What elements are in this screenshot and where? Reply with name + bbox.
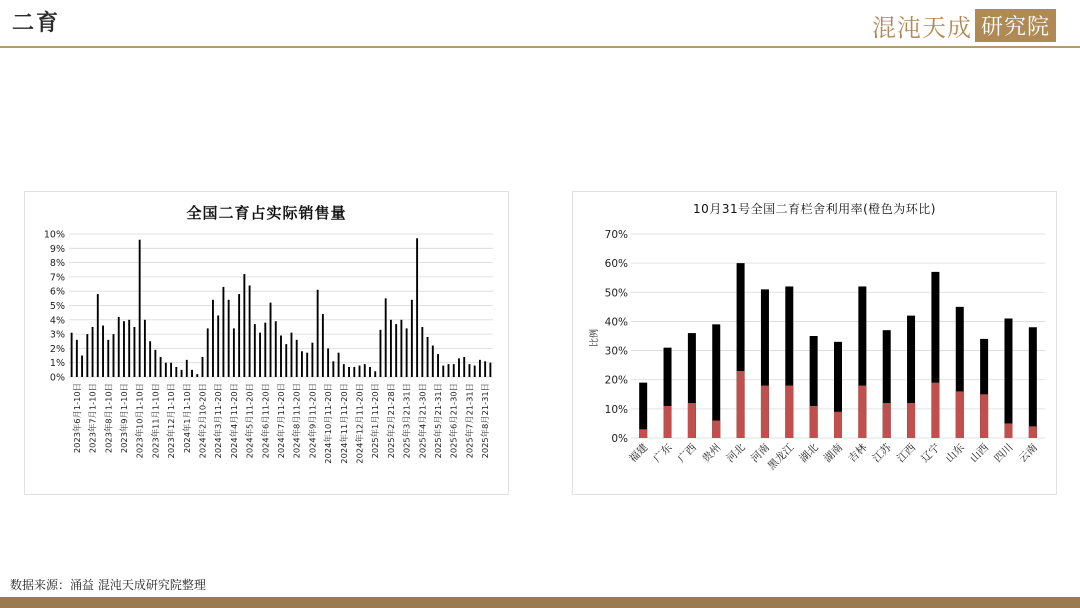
y-tick-label: 70% [604,229,628,241]
bar [364,364,366,377]
x-tick-label: 江苏 [870,441,894,465]
bar [102,326,104,377]
x-tick-label: 吉林 [846,441,870,465]
bar-mom-change [737,371,745,438]
x-tick-label: 云南 [1016,441,1040,465]
x-tick-label: 2025年5月21-31日 [433,383,444,459]
bar [160,357,162,377]
bar-mom-change [956,391,964,438]
bar [343,364,345,377]
y-tick-label: 9% [49,243,65,255]
pen-utilization-chart [573,192,1056,494]
bar [196,374,198,377]
bar [165,363,167,377]
x-tick-label: 2023年12月1-10日 [166,383,177,459]
x-tick-label: 2025年4月21-30日 [417,383,428,459]
bar [448,364,450,377]
bar-mom-change [712,421,720,438]
y-tick-label: 40% [604,316,628,329]
data-source-note: 数据来源：涌益 混沌天成研究院整理 [10,578,206,592]
bar [275,321,277,377]
bar [369,367,371,377]
y-tick-label: 0% [611,433,628,445]
bar [139,240,141,377]
bar [332,361,334,377]
bar [411,300,413,377]
x-tick-label: 2024年7月11-20日 [276,383,286,459]
bar [181,370,183,377]
bar-mom-change [931,383,939,438]
x-tick-label: 2023年9月1-10日 [118,383,129,454]
bar-mom-change [785,386,793,438]
y-tick-label: 10% [604,403,628,416]
bar [270,303,272,377]
y-tick-label: 5% [49,301,65,312]
bar [322,314,324,377]
bar-mom-change [639,429,647,438]
bar [81,356,83,377]
x-tick-label: 2025年6月21-30日 [448,383,459,459]
bar [380,330,382,377]
y-tick-label: 1% [49,358,65,370]
x-tick-label: 广西 [675,441,700,465]
y-tick-label: 7% [49,272,65,284]
bar [400,320,402,377]
y-tick-label: 10% [43,229,65,241]
x-tick-label: 四川 [992,441,1016,465]
x-tick-label: 2024年6月11-20日 [260,383,271,459]
bar [359,366,361,377]
bar-mom-change [834,412,842,438]
y-tick-label: 4% [49,315,65,327]
bar [113,334,115,377]
bar [427,337,429,377]
bar [406,328,408,377]
bar-mom-change [761,386,769,438]
bar [432,346,434,377]
bar [144,320,146,377]
bar [469,364,471,377]
x-tick-label: 2025年3月21-31日 [401,383,412,459]
bar [170,363,172,377]
y-tick-label: 60% [604,258,628,271]
x-tick-label: 2024年3月11-20日 [213,383,224,459]
header-divider [0,46,1080,48]
bar [463,357,465,377]
x-tick-label: 福建 [626,441,651,465]
bar-mom-change [907,403,915,438]
bar-mom-change [980,394,988,438]
bar [385,298,387,377]
y-tick-label: 8% [49,258,65,270]
page-title: 二育 [12,11,61,36]
chart-title: 全国二育占实际销售量 [186,204,347,222]
bar [374,371,376,377]
x-tick-label: 2024年4月11-20日 [228,383,239,459]
y-tick-label: 20% [604,374,628,387]
x-tick-label: 辽宁 [919,441,943,465]
x-tick-label: 河南 [748,441,773,465]
bar [348,367,350,377]
bar-mom-change [664,406,672,438]
brand-name: 混沌天成 [871,14,972,42]
bar [233,328,235,377]
bar [280,336,282,377]
bar [202,357,204,377]
bar [264,323,266,377]
bar [207,328,209,377]
chart-panel-pen-utilization [572,191,1057,495]
chart-title: 10月31号全国二育栏舍利用率(橙色为环比) [693,202,936,216]
x-tick-label: 黑龙江 [765,441,797,473]
x-tick-label: 湖北 [797,441,821,465]
x-tick-label: 2024年10月11-20日 [323,383,334,464]
bar [296,340,298,377]
bar [453,364,455,377]
bar [311,343,313,377]
footer-bar [0,597,1080,608]
bar [175,367,177,377]
x-tick-label: 2023年7月1-10日 [87,383,98,454]
bar [249,285,251,377]
x-tick-label: 2024年9月11-20日 [307,383,318,459]
bar [338,353,340,377]
x-tick-label: 2025年2月21-28日 [385,383,396,459]
x-tick-label: 广东 [651,441,675,465]
bar [458,358,460,377]
bar [317,290,319,377]
bar [217,316,219,377]
x-tick-label: 贵州 [700,441,724,465]
bar-mom-change [1029,426,1037,438]
x-tick-label: 2024年8月11-20日 [291,383,302,459]
x-tick-label: 2024年1月1-10日 [181,383,192,454]
x-tick-label: 2023年6月1-10日 [71,383,82,454]
bar [154,350,156,377]
bar-mom-change [810,406,818,438]
bar-mom-change [688,403,696,438]
bar [118,317,120,377]
bar [285,344,287,377]
bar [243,274,245,377]
bar [442,366,444,377]
y-tick-label: 0% [49,372,65,384]
bar [123,321,125,377]
bar [107,340,109,377]
x-tick-label: 湖南 [821,441,846,465]
bar [97,294,99,377]
bar [71,333,73,377]
bar [212,300,214,377]
y-axis-label: 比例 [590,328,600,348]
bar [186,360,188,377]
y-tick-label: 50% [604,287,628,300]
x-tick-label: 2023年11月1-10日 [150,383,161,459]
y-tick-label: 30% [604,345,628,358]
bar [437,354,439,377]
bar [254,324,256,377]
x-tick-label: 2023年10月1-10日 [134,383,145,459]
bar [222,287,224,377]
x-tick-label: 2025年1月11-20日 [370,383,381,459]
x-tick-label: 2024年11月11-20日 [338,383,349,464]
bar [395,324,397,377]
bar [128,320,130,377]
bar-mom-change [858,386,866,438]
bar [390,320,392,377]
x-tick-label: 2023年8月1-10日 [103,383,114,454]
y-tick-label: 3% [49,329,65,341]
bar [149,341,151,377]
bar [259,333,261,377]
bar-utilization [1004,319,1012,438]
bar [484,361,486,377]
y-tick-label: 6% [49,286,65,298]
x-tick-label: 山东 [943,441,967,465]
bar [474,366,476,377]
x-tick-label: 2024年5月11-20日 [244,383,255,459]
bar [238,294,240,377]
x-tick-label: 2025年7月21-31日 [464,383,475,459]
bar [421,327,423,377]
bar [416,238,418,377]
bar [327,348,329,377]
bar [92,327,94,377]
bar [291,333,293,377]
x-tick-label: 2024年12月11-20日 [354,383,365,464]
x-tick-label: 山西 [967,441,992,465]
bar [353,367,355,377]
chart-panel-sales-share [24,191,509,495]
bar [191,370,193,377]
bar [301,351,303,377]
bar [76,340,78,377]
x-tick-label: 2025年8月21-31日 [480,383,491,459]
x-tick-label: 河北 [724,441,748,465]
bar-utilization [1029,327,1037,438]
bar [228,300,230,377]
bar [479,360,481,377]
y-tick-label: 2% [49,343,65,355]
bar [86,334,88,377]
brand-institute: 研究院 [975,9,1056,42]
bar [489,363,491,377]
x-tick-label: 2024年2月10-20日 [197,383,208,459]
brand-logo [872,8,1056,43]
bar-mom-change [883,403,891,438]
bar-mom-change [1004,423,1012,438]
bar [133,327,135,377]
x-tick-label: 江西 [894,441,919,465]
sales-share-chart [25,192,508,494]
bar [306,353,308,377]
